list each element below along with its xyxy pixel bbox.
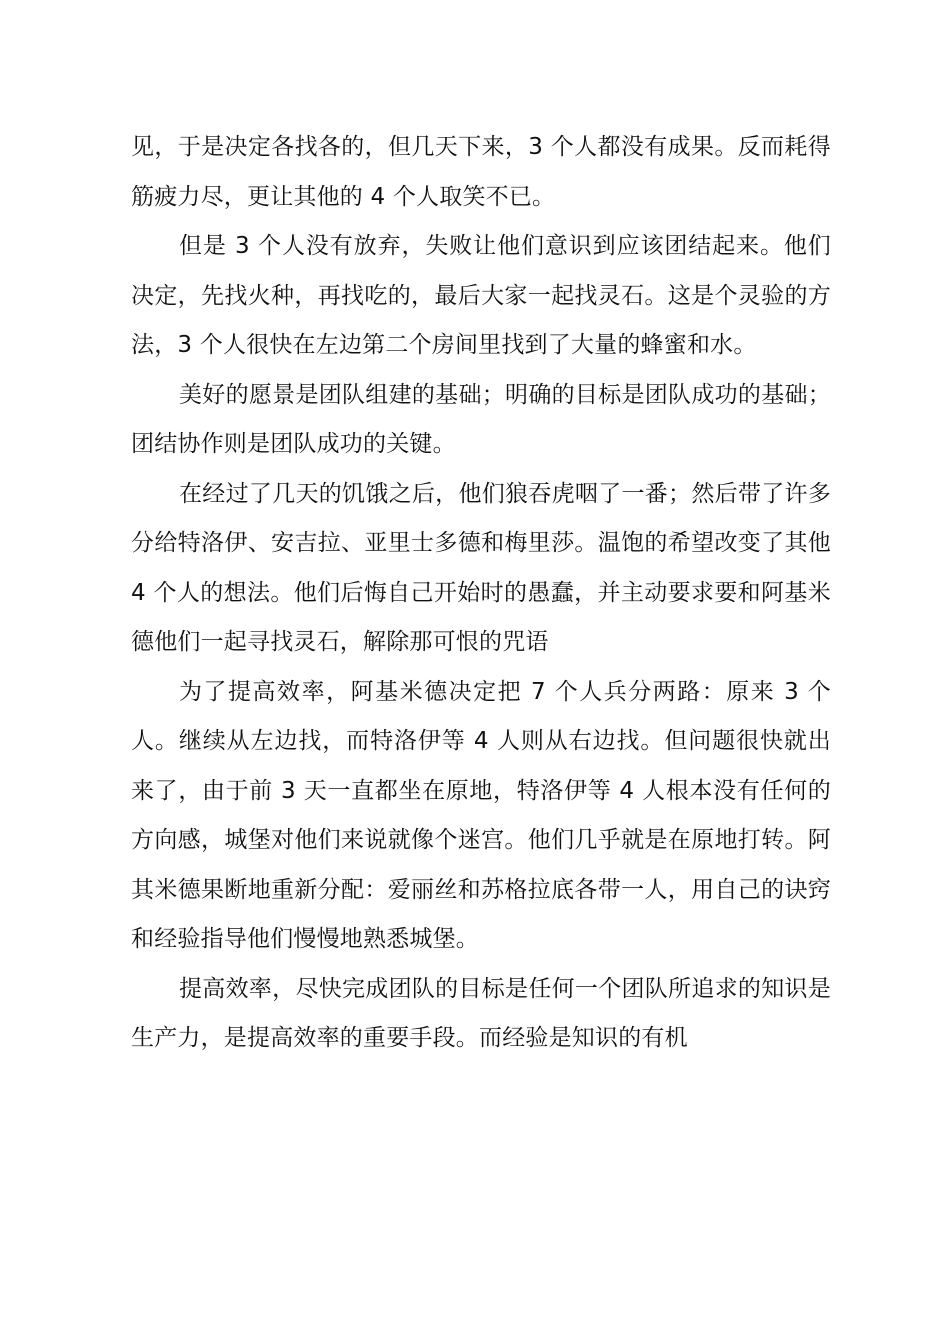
paragraph-1: 见，于是决定各找各的，但几天下来，3 个人都没有成果。反而耗得筋疲力尽，更让其他的 4 个人取笑不已。	[131, 134, 831, 210]
paragraph-6: 提高效率，尽快完成团队的目标是任何一个团队所追求的知识是生产力，是提高效率的重要手段。而经验是知识的有机	[131, 975, 831, 1051]
paragraph-4: 在经过了几天的饥饿之后，他们狼吞虎咽了一番；然后带了许多分给特洛伊、安吉拉、亚里士多德和梅里莎。温饱的希望改变了其他 4 个人的想法。他们后悔自己开始时的愚蠢，并主动要求要和阿基米德他们一起寻找灵石，解除那可恨的咒语	[131, 480, 831, 655]
document-page	[131, 123, 831, 1064]
paragraph-5: 为了提高效率，阿基米德决定把 7 个人兵分两路：原来 3 个人。继续从左边找，而特洛伊等 4 人则从右边找。但问题很快就出来了，由于前 3 天一直都坐在原地，特洛伊等 4 人根本没有任何的方向感，城堡对他们来说就像个迷宫。他们几乎就是在原地打转。阿其米德果断地重新分配：爱丽丝和苏格拉底各带一人，用自己的诀窍和经验指导他们慢慢地熟悉城堡。	[131, 678, 831, 952]
paragraph-2: 但是 3 个人没有放弃，失败让他们意识到应该团结起来。他们决定，先找火种，再找吃的，最后大家一起找灵石。这是个灵验的方法，3 个人很快在左边第二个房间里找到了大量的蜂蜜和水。	[131, 233, 831, 358]
paragraph-3: 美好的愿景是团队组建的基础；明确的目标是团队成功的基础；团结协作则是团队成功的关键。	[131, 381, 831, 457]
